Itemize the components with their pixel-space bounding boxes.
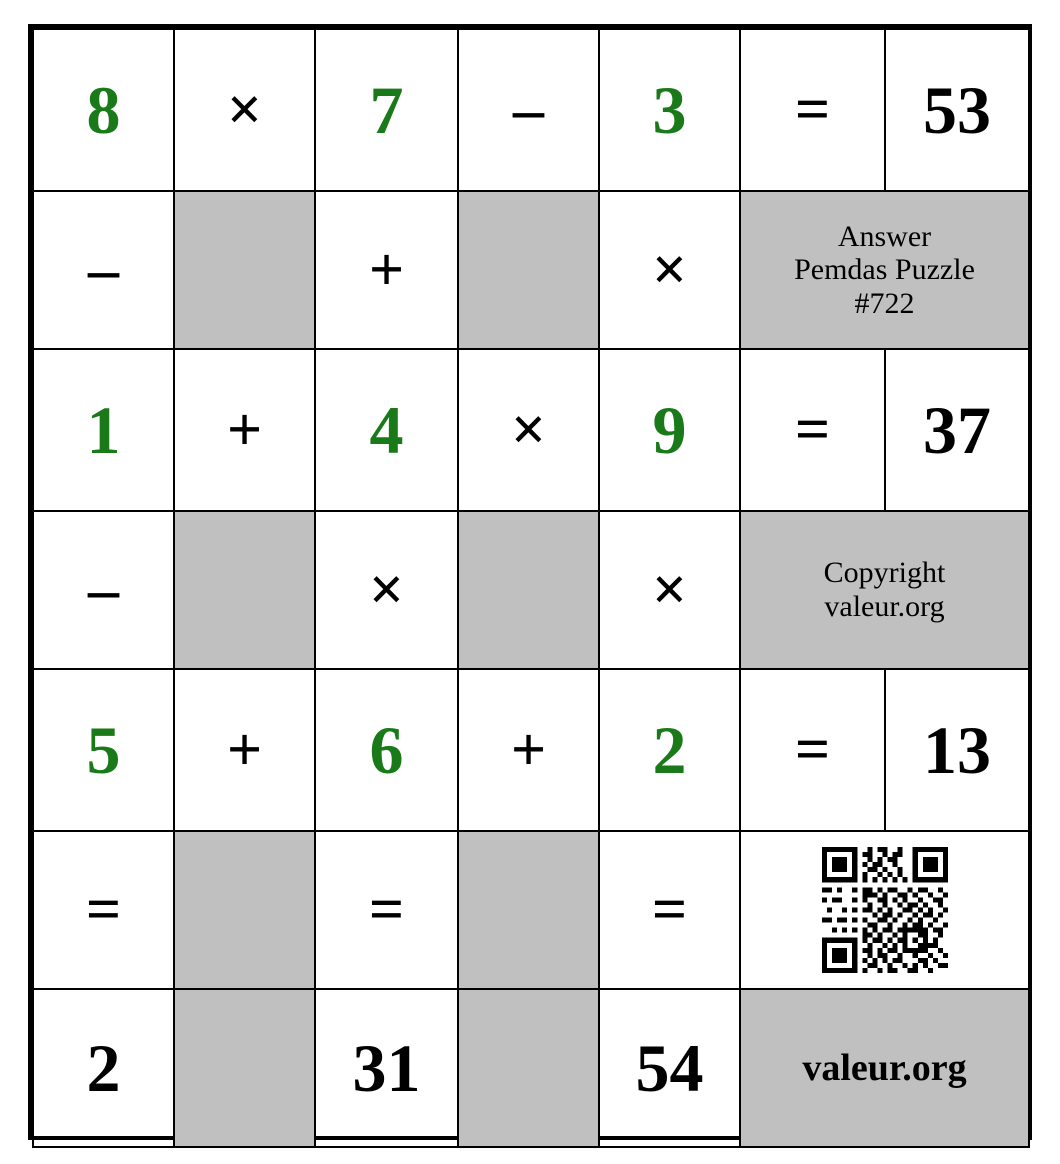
- cell-r6c3-equals: =: [315, 831, 458, 989]
- cell-r7c5-column-total: 54: [599, 989, 740, 1147]
- puzzle-number: #722: [854, 286, 915, 320]
- cell-r2c4-blank: [458, 191, 599, 349]
- table-row: [33, 29, 1029, 191]
- cell-r5c4-operator: +: [458, 669, 599, 831]
- pemdas-puzzle-grid: [28, 24, 1032, 1140]
- cell-r1c2-operator: ×: [174, 29, 315, 191]
- cell-r3c3-operand: 4: [315, 349, 458, 511]
- cell-r5c1-operand: 5: [33, 669, 174, 831]
- cell-r6c5-equals: =: [599, 831, 740, 989]
- cell-r7c1-column-total: 2: [33, 989, 174, 1147]
- cell-r5c7-result: 13: [885, 669, 1029, 831]
- cell-r4c1-operator: –: [33, 511, 174, 669]
- cell-r2c5-operator: ×: [599, 191, 740, 349]
- cell-r3c5-operand: 9: [599, 349, 740, 511]
- cell-r6c2-blank: [174, 831, 315, 989]
- cell-r6c1-equals: =: [33, 831, 174, 989]
- table-row: [33, 511, 1029, 669]
- cell-r6c4-blank: [458, 831, 599, 989]
- table-row: [33, 989, 1029, 1147]
- cell-r5c6-equals: =: [740, 669, 885, 831]
- cell-r4c4-blank: [458, 511, 599, 669]
- table-row: [33, 191, 1029, 349]
- cell-r3c2-operator: +: [174, 349, 315, 511]
- copyright-box: [740, 511, 1029, 669]
- qr-code-cell: [740, 831, 1029, 989]
- qr-code-icon: [822, 847, 948, 973]
- copyright-line-1: Copyright: [823, 556, 946, 590]
- table-row: [33, 831, 1029, 989]
- puzzle-name: Pemdas Puzzle: [794, 253, 975, 287]
- cell-r4c5-operator: ×: [599, 511, 740, 669]
- puzzle-title-box: [740, 191, 1029, 349]
- copyright-line-2: valeur.org: [824, 590, 945, 623]
- cell-r3c4-operator: ×: [458, 349, 599, 511]
- table-row: [33, 349, 1029, 511]
- cell-r1c1-operand: 8: [33, 29, 174, 191]
- cell-r1c7-result: 53: [885, 29, 1029, 191]
- cell-r1c4-operator: –: [458, 29, 599, 191]
- cell-r5c3-operand: 6: [315, 669, 458, 831]
- cell-r3c1-operand: 1: [33, 349, 174, 511]
- cell-r1c6-equals: =: [740, 29, 885, 191]
- table-row: [33, 669, 1029, 831]
- cell-r7c3-column-total: 31: [315, 989, 458, 1147]
- cell-r1c3-operand: 7: [315, 29, 458, 191]
- cell-r4c3-operator: ×: [315, 511, 458, 669]
- answer-label: Answer: [837, 219, 932, 253]
- cell-r2c1-operator: –: [33, 191, 174, 349]
- cell-r2c2-blank: [174, 191, 315, 349]
- cell-r7c2-blank: [174, 989, 315, 1147]
- cell-r3c6-equals: =: [740, 349, 885, 511]
- brand-label: valeur.org: [740, 989, 1029, 1147]
- cell-r5c5-operand: 2: [599, 669, 740, 831]
- cell-r7c4-blank: [458, 989, 599, 1147]
- cell-r4c2-blank: [174, 511, 315, 669]
- cell-r5c2-operator: +: [174, 669, 315, 831]
- cell-r1c5-operand: 3: [599, 29, 740, 191]
- cell-r2c3-operator: +: [315, 191, 458, 349]
- puzzle-table: [32, 28, 1030, 1148]
- cell-r3c7-result: 37: [885, 349, 1029, 511]
